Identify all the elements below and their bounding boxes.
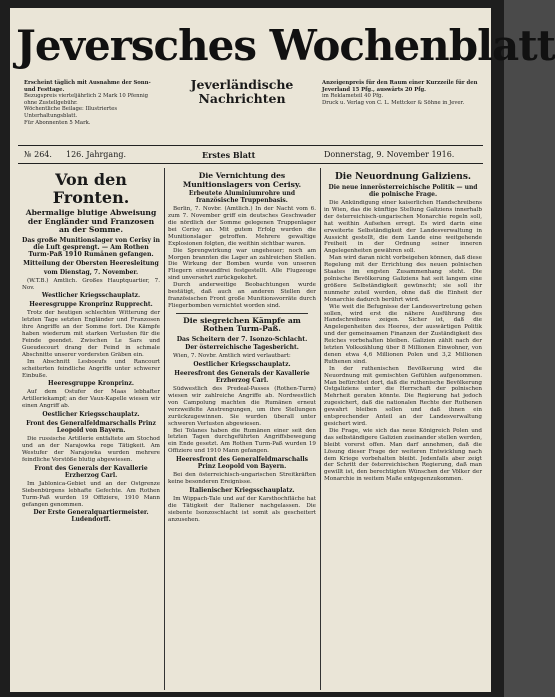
paragraph: Wien, 7. Novbr. Amtlich wird verlautbart: xyxy=(173,353,291,360)
paragraph: Im Jablonica-Gebiet und an der Ostgrenze Siebenbürgens lebhafte Gefechte. Am Rothen Turm-Paß wurden 19 Offiziere, 1910 Mann gefangen genommen. xyxy=(22,480,160,508)
ear-left-line4: Für Abonnenten 5 Mark. xyxy=(24,119,91,126)
section-heading: Heeresgruppe Kronprinz. xyxy=(48,380,134,388)
headline-isonzo: Das Scheitern der 7. Isonzo-Schlacht. xyxy=(176,335,308,343)
subheadline-somme: Abermalige blutige Abweisung der Engländer und Franzosen an der Somme. xyxy=(25,208,157,235)
ear-left-line2: Bezugspreis vierteljährlich 2 Mark 10 Pfennig ohne Zustellgebühr. xyxy=(24,93,149,106)
headline-isonzo-sub: Der österreichische Tagesbericht. xyxy=(185,344,299,352)
headline-cerisy-sub: Erbeutete Aluminiumrohre und französische Truppenbasis. xyxy=(188,190,296,205)
paragraph: In der ruthenischen Bevölkerung wird die Neuordnung mit gemischten Gefühlen aufgenommen. Man befürchtet dort, daß die ruthenische Bevölkerung Ostgaliziens unter die Herrschaft der polnischen Mehrheit geraten könnte. Die Regierung hat jedoch zugesichert, daß die nationalen Rechte der Ruthenen gewahrt bleiben sollen und daß ihnen ein entsprechender Anteil an der Landesverwaltung gesichert wird. xyxy=(324,365,482,427)
signature: Der Erste Generalquartiermeister. Ludendorff. xyxy=(33,509,149,524)
headline-galicia: Die Neuordnung Galiziens. xyxy=(334,172,472,182)
column-divider-1 xyxy=(164,168,165,690)
paragraph: Südwestlich des Predeal-Passes (Rothen-Turm) wiesen wir zahlreiche Angriffe ab. Nordwestlich von Campolung machten die Rumänen erneut verzweifelte Anstrengungen, um ihre Stellungen zurückzugewinnen. Sie wurden überall unter schweren Verlusten abgewiesen. xyxy=(168,386,316,427)
paragraph: Durch anderweitige Beobachtungen wurde bestätigt, daß auch an anderen Stellen der französischen Front große Munitionsvorräte durch Fliegerbomben vernichtet worden sind. xyxy=(168,282,316,309)
column-2 xyxy=(168,171,316,689)
section-heading: Heeresfront des Generalfeldmarschalls Prinz Leopold von Bayern. xyxy=(175,456,309,471)
section-heading: Front des Generalfeldmarschalls Prinz Leopold von Bayern. xyxy=(26,420,156,435)
section-heading: Heeresgruppe Kronprinz Rupprecht. xyxy=(29,301,153,309)
subtitle-line1: Jeverländische xyxy=(190,77,294,92)
paragraph: Auf dem Ostufer der Maas lebhafter Artilleriekampf; an der Vaux-Kapelle wiesen wir einen Angriff ab. xyxy=(22,389,160,410)
paragraph: Berlin, 7. Novbr. (Amtlich.) In der Nacht vom 6. zum 7. November griff ein deutsches Geschwader die nördlich der Somme gelegenen Truppenlager bei Cerisy an. Mit gutem Erfolg wurden die Munitionslager getroffen. Mehrere gewaltige Explosionen folgten, die weithin sichtbar waren. xyxy=(168,206,316,247)
section-heading: Heeresfront des Generals der Kavallerie Erzherzog Carl. xyxy=(174,370,310,385)
paragraph: Man wird daran nicht vorbeigehen können, daß diese Regelung mit der Errichtung des neuen polnischen Staates im engsten Zusammenhang steht. Die polnische Bevölkerung Galiziens hat seit langem eine größere Selbständigkeit gewünscht; sie soll ihr nunmehr zuteil werden, ohne daß die Einheit der Monarchie dadurch berührt wird. xyxy=(324,255,482,303)
headline-cerisy: Die Vernichtung des Munitionslagers von Cerisy. xyxy=(182,171,302,189)
issue-date: Donnerstag, 9. November 1916. xyxy=(324,150,455,159)
headline-fronts: Von den Fronten. xyxy=(52,170,130,207)
paragraph: Im Wippach-Tale und auf der Karsthochfläche hat die Tätigkeit der Italiener nachgelassen. Die siebente Isonzoschlacht ist somit als gescheitert anzusehen. xyxy=(168,495,316,523)
paragraph: Wie weit die Befugnisse der Landesvertretung gehen sollen, wird erst die nähere Ausführung des Handschreibens zeigen. Sicher ist, daß die Angelegenheiten des Heeres, der auswärtigen Politik und der gemeinsamen Finanzen der Zuständigkeit des Reiches vorbehalten bleiben. Galizien zählt nach der letzten Volkszählung über 8 Millionen Einwohner, von denen etwa 4,6 Millionen Polen und 3,2 Millionen Ruthenen sind. xyxy=(324,303,482,365)
ear-right-line1: Anzeigenpreis für den Raum einer Kurzzeile für den Jeverland 15 Pfg., auswärts 20 Pfg. xyxy=(322,80,478,93)
paragraph: Die Frage, wie sich das neue Königreich Polen und das selbständigere Galizien zueinander stellen werden, bleibt vorerst offen. Man darf annehmen, daß die Lösung dieser Frage der weiteren Entwicklung nach dem Kriege vorbehalten bleibt. Jedenfalls aber zeigt der Schritt der österreichischen Regierung, daß man gewillt ist, den berechtigten Wünschen der Völker der Monarchie in weitem Maße entgegenzukommen. xyxy=(324,427,482,483)
masthead-ear-left xyxy=(24,80,162,126)
ear-right-line3: Druck u. Verlag von C. L. Mettcker & Söhne in Jever. xyxy=(322,99,465,106)
volume-year: 126. Jahrgang. xyxy=(66,150,127,159)
paragraph: Bei Tolanes haben die Rumänen einer seit den letzten Tagen durchgeführten Angriffsbewegung ein Ende gesetzt. Am Rothen Turm-Paß wurden 19 Offiziere und 1910 Mann gefangen. xyxy=(168,427,316,455)
report-heading: Mitteilung der Obersten Heeresleitung xyxy=(23,260,159,268)
section-heading: Oestlicher Kriegsschauplatz. xyxy=(193,361,291,369)
ear-left-line1: Erscheint täglich mit Ausnahme der Sonn- und Festtage. xyxy=(24,80,151,93)
masthead-subtitle xyxy=(176,78,308,106)
masthead-rule-bottom xyxy=(18,163,483,164)
paragraph: Bei den österreichisch-ungarischen Streitkräften keine besonderen Ereignisse. xyxy=(168,472,316,486)
paragraph: (W.T.B.) Amtlich. Großes Hauptquartier, 7. Nov. xyxy=(22,277,160,291)
issue-number: № 264. xyxy=(24,150,52,159)
paragraph: Die Sprengwirkung war ungeheuer; noch am Morgen brannten die Lager an zahlreichen Stellen. Die Wirkung der Bomben wurde von unseren Fliegern einwandfrei festgestellt. Alle Flugzeuge sind unversehrt zurückgekehrt. xyxy=(168,247,316,282)
masthead-title: Jeversches Wochenblatt xyxy=(16,21,555,70)
section-heading: Oestlicher Kriegsschauplatz. xyxy=(42,411,140,419)
subheadline-cerisy: Das große Munitionslager von Cerisy in die Luft gesprengt. — Am Rothen Turm-Paß 1910 Rumänen gefangen. xyxy=(22,236,160,259)
paragraph: Im Abschnitt Lesboeufs und Rancourt scheiterten feindliche Angriffe unter schwerer Einbuße. xyxy=(22,358,160,379)
column-divider-2 xyxy=(320,168,321,690)
section-heading: Italienischer Kriegsschauplatz. xyxy=(189,486,295,494)
section-heading: Front des Generals der Kavallerie Erzherzog Carl. xyxy=(34,464,148,479)
edition-label: Erstes Blatt xyxy=(202,150,256,160)
column-3 xyxy=(324,171,482,689)
section-heading: Westlicher Kriegsschauplatz. xyxy=(41,292,141,300)
ear-left-line3: Wöchentliche Beilage: Illustriertes Unterhaltungsblatt. xyxy=(24,106,118,119)
masthead-ear-right xyxy=(322,80,478,106)
column-1 xyxy=(22,171,160,689)
ear-right-line2: im Reklameteil 40 Pfg. xyxy=(322,93,384,100)
masthead-rule-top xyxy=(18,145,483,146)
headline-rothen-turm: Die siegreichen Kämpfe am Rothen Turm-Paß. xyxy=(183,315,301,334)
subtitle-line2: Nachrichten xyxy=(198,91,286,106)
headline-galicia-sub: Die neue innerösterreichische Politik — und die polnische Frage. xyxy=(328,184,478,198)
paragraph: Die Ankündigung einer kaiserlichen Handschreibens in Wien, das die künftige Stellung Galiziens innerhalb der österreichisch-ungarischen Monarchie regeln soll, hat weithin Aufsehen erregt. Es wird darin eine erweiterte Selbständigkeit der Landesverwaltung in Aussicht gestellt, die dem Lande eine weitgehende Freiheit in der Ordnung seiner inneren Angelegenheiten gewähren soll. xyxy=(324,200,482,255)
paragraph: Die russische Artillerie entfaltete am Stochod und an der Narajowka rege Tätigkeit. Am Westufer der Narajowka wurden mehrere feindliche Vorstöße blutig abgewiesen. xyxy=(22,436,160,463)
paragraph: Trotz der heutigen schlechten Witterung der letzten Tage setzten Engländer und Franzosen ihre Angriffe an der Somme fort. Die Kämpfe haben wiederum mit starken Verlusten für die Feinde geendet. Zwischen Le Sars und Gueudecourt drang der Feind in schmale Abschnitte unserer vordersten Gräben ein. xyxy=(22,310,160,358)
dateline xyxy=(24,148,480,162)
article-separator xyxy=(176,313,308,314)
report-date: vom Dienstag, 7. November. xyxy=(43,268,139,276)
newspaper-page xyxy=(10,8,555,692)
